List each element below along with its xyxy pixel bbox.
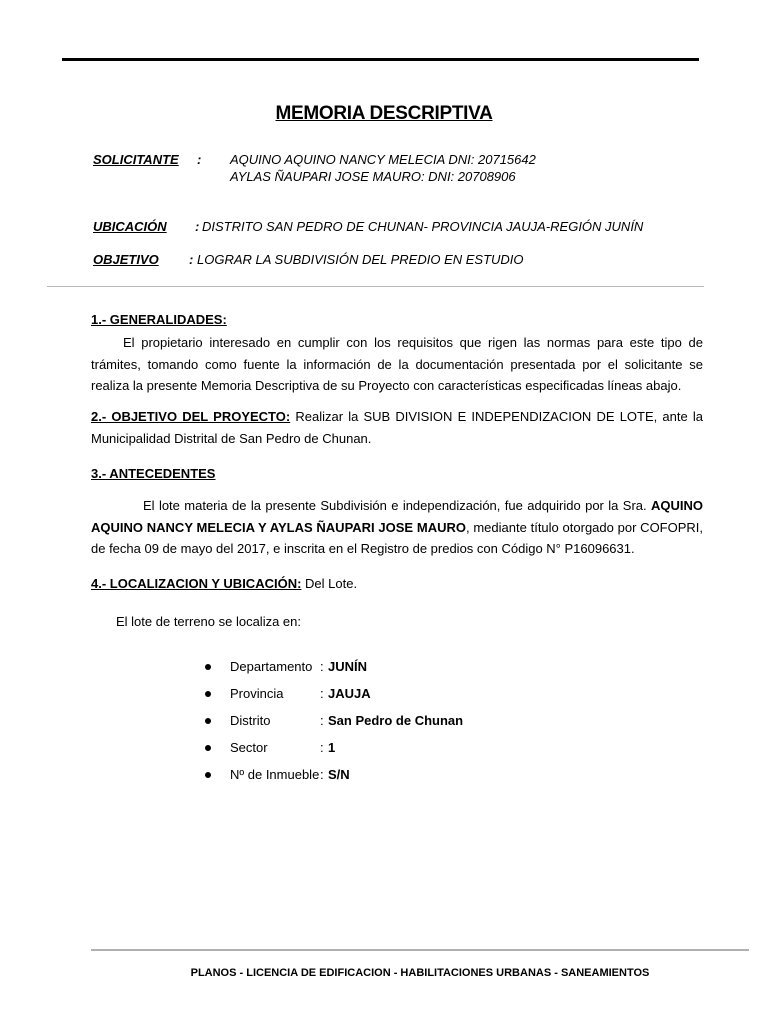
location-value: JAUJA xyxy=(328,686,371,701)
section-3-text-before: El lote materia de la presente Subdivisión e independización, fue adquirido por la Sra. xyxy=(143,498,651,513)
objetivo-label: OBJETIVO xyxy=(93,252,159,267)
section-4-heading-suffix: Del Lote. xyxy=(301,576,358,591)
section-4-heading: 4.- LOCALIZACION Y UBICACIÓN: xyxy=(91,576,302,591)
ubicacion-colon: : xyxy=(195,219,200,234)
location-value: San Pedro de Chunan xyxy=(328,713,464,728)
section-3-heading: 3.- ANTECEDENTES xyxy=(91,466,216,481)
location-label: Nº de Inmueble xyxy=(230,767,320,782)
location-label: Sector xyxy=(230,740,268,755)
bullet-icon xyxy=(205,745,211,751)
section-3-text-after: , mediante título otorgado por COFOPRI, de fecha 09 de mayo del 2017, e inscrita en el Registro de predios con Código N° P16096631. xyxy=(91,519,704,556)
solicitante-label: SOLICITANTE xyxy=(93,152,179,167)
objetivo-value: LOGRAR LA SUBDIVISIÓN DEL PREDIO EN ESTUDIO xyxy=(197,252,524,267)
bullet-icon xyxy=(205,772,211,778)
bullet-icon xyxy=(205,664,211,670)
location-colon: : xyxy=(320,686,324,701)
solicitante-colon: : xyxy=(197,152,202,167)
location-label: Distrito xyxy=(230,713,271,728)
footer-divider xyxy=(91,949,749,951)
location-label: Departamento xyxy=(230,659,313,674)
section-3-owners: AQUINO AQUINO NANCY MELECIA Y AYLAS ÑAUPARI JOSE MAURO xyxy=(91,498,703,535)
location-value: JUNÍN xyxy=(328,659,368,674)
list-item xyxy=(0,740,768,760)
location-colon: : xyxy=(320,767,324,782)
list-item xyxy=(0,713,768,733)
header-divider xyxy=(47,286,704,287)
list-item xyxy=(0,686,768,706)
section-4-intro: El lote de terreno se localiza en: xyxy=(116,614,301,629)
bullet-icon xyxy=(205,718,211,724)
section-2-text: Realizar la SUB DIVISION E INDEPENDIZACION DE LOTE, ante la Municipalidad Distrital de San Pedro de Chunan. xyxy=(91,409,703,446)
ubicacion-label: UBICACIÓN xyxy=(93,219,167,234)
section-4-heading-line xyxy=(91,576,357,591)
location-colon: : xyxy=(320,740,324,755)
location-value: 1 xyxy=(328,740,336,755)
solicitante-line-2: AYLAS ÑAUPARI JOSE MAURO: DNI: 20708906 xyxy=(230,169,516,184)
section-1-text: El propietario interesado en cumplir con los requisitos que rigen las normas para este tipo de trámites, tomando como fuente la información de la documentación presentada por el solicitante se realiza la presente Memoria Descriptiva de su Proyecto con características especificadas líneas abajo. xyxy=(91,335,703,393)
bullet-icon xyxy=(205,691,211,697)
section-2-paragraph xyxy=(91,406,703,449)
objetivo-colon: : xyxy=(189,252,194,267)
location-value: S/N xyxy=(328,767,350,782)
section-3-paragraph xyxy=(91,495,703,560)
location-colon: : xyxy=(320,713,324,728)
document-title: MEMORIA DESCRIPTIVA xyxy=(275,103,493,124)
list-item xyxy=(0,659,768,679)
solicitante-line-1: AQUINO AQUINO NANCY MELECIA DNI: 20715642 xyxy=(230,152,536,167)
top-rule xyxy=(62,58,699,61)
list-item xyxy=(0,767,768,787)
page-footer: PLANOS - LICENCIA DE EDIFICACION - HABILITACIONES URBANAS - SANEAMIENTOS xyxy=(190,967,650,979)
location-label: Provincia xyxy=(230,686,284,701)
location-colon: : xyxy=(320,659,324,674)
section-1-heading: 1.- GENERALIDADES: xyxy=(91,312,227,327)
section-2-heading: 2.- OBJETIVO DEL PROYECTO: xyxy=(91,409,291,424)
ubicacion-value: DISTRITO SAN PEDRO DE CHUNAN- PROVINCIA JAUJA-REGIÓN JUNÍN xyxy=(202,219,644,234)
